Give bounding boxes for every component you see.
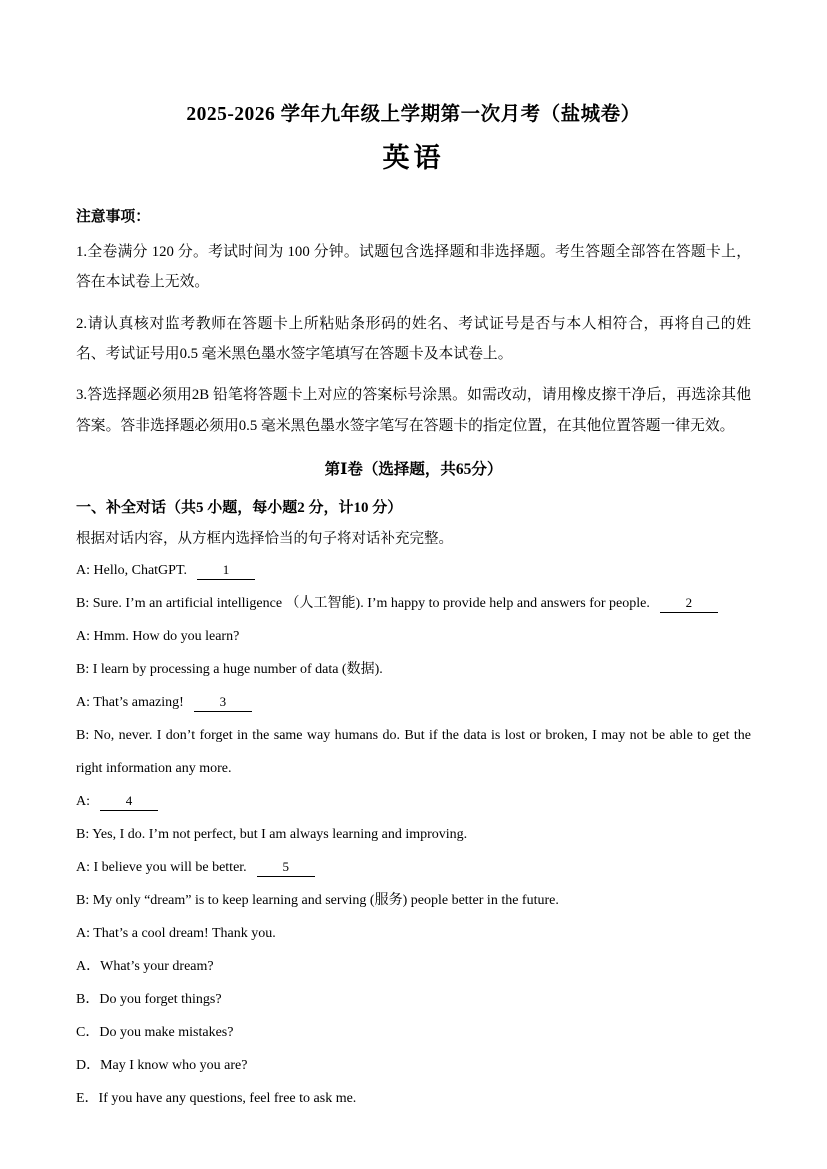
dialogue-text: B: Sure. I’m an artificial intelligence （人工智能). I’m happy to provide help and answers for people. bbox=[76, 596, 650, 611]
dialogue-line bbox=[76, 917, 751, 950]
exam-subject: 英语 bbox=[382, 143, 445, 173]
dialogue-text: B: I learn by processing a huge number of data (数据). bbox=[76, 662, 383, 678]
option-e: E．If you have any questions, feel free to ask me. bbox=[76, 1091, 357, 1107]
dialogue-line bbox=[76, 620, 751, 653]
dialogue-text: A: Hello, ChatGPT. bbox=[76, 562, 187, 578]
notice-item-1: 1.全卷满分 120 分。考试时间为 100 分钟。试题包含选择题和非选择题。考生答题全部答在答题卡上，答在本试卷上无效。 bbox=[76, 244, 751, 291]
dialogue-text: B: Yes, I do. I’m not perfect, but I am always learning and improving. bbox=[76, 827, 468, 843]
option-b: B．Do you forget things? bbox=[76, 992, 222, 1008]
dialogue-line bbox=[76, 554, 751, 587]
option-d: D．May I know who you are? bbox=[76, 1058, 248, 1074]
blank-number: 4 bbox=[125, 793, 133, 809]
notice-item-3: 3.答选择题必须用2B 铅笔将答题卡上对应的答案标号涂黑。如需改动，请用橡皮擦干净后，再选涂其他答案。答非选择题必须用0.5 毫米黑色墨水签字笔写在答题卡的指定位置，在其他位置答题一律无效。 bbox=[76, 387, 751, 434]
dialogue-line bbox=[76, 686, 751, 719]
section-title: 第Ⅰ卷（选择题，共65分） bbox=[324, 460, 503, 478]
dialogue-text: A: That’s a cool dream! Thank you. bbox=[76, 926, 276, 942]
blank-number: 3 bbox=[219, 694, 227, 710]
answer-blank-4 bbox=[100, 794, 158, 811]
exam-title: 2025-2026 学年九年级上学期第一次月考（盐城卷） bbox=[186, 104, 641, 125]
blank-number: 1 bbox=[222, 561, 230, 577]
dialogue-line bbox=[76, 884, 751, 917]
dialogue-line bbox=[76, 851, 751, 884]
dialogue-line bbox=[76, 785, 751, 818]
answer-blank-3 bbox=[194, 695, 252, 712]
part-instruction: 根据对话内容，从方框内选择恰当的句子将对话补充完整。 bbox=[76, 530, 453, 547]
answer-blank-5 bbox=[257, 860, 315, 877]
dialogue-line bbox=[76, 818, 751, 851]
option-a: A．What’s your dream? bbox=[76, 959, 214, 975]
dialogue-text: A: bbox=[76, 794, 90, 810]
option-c: C．Do you make mistakes? bbox=[76, 1025, 234, 1041]
notice-heading: 注意事项： bbox=[76, 209, 150, 225]
part-title: 一、补全对话（共5 小题，每小题2 分，计10 分） bbox=[76, 499, 403, 516]
answer-blank-1 bbox=[197, 563, 255, 580]
answer-blank-2 bbox=[660, 596, 718, 613]
dialogue-text: B: My only “dream” is to keep learning and serving (服务) people better in the future. bbox=[76, 893, 559, 909]
dialogue-line bbox=[76, 587, 751, 620]
dialogue-text: A: Hmm. How do you learn? bbox=[76, 629, 240, 645]
dialogue-line bbox=[76, 653, 751, 686]
blank-number: 5 bbox=[282, 859, 289, 875]
dialogue-text: A: That’s amazing! bbox=[76, 695, 184, 711]
notice-item-2: 2.请认真核对监考教师在答题卡上所粘贴条形码的姓名、考试证号是否与本人相符合，再将自己的姓名、考试证号用0.5 毫米黑色墨水签字笔填写在答题卡及本试卷上。 bbox=[76, 315, 751, 362]
blank-number: 2 bbox=[685, 595, 693, 610]
dialogue-text: B: No, never. I don’t forget in the same way humans do. But if the data is lost or broken, I may not be able to get the right information any more. bbox=[76, 728, 751, 777]
dialogue-text: A: I believe you will be better. bbox=[76, 860, 247, 876]
dialogue-line bbox=[76, 719, 751, 785]
